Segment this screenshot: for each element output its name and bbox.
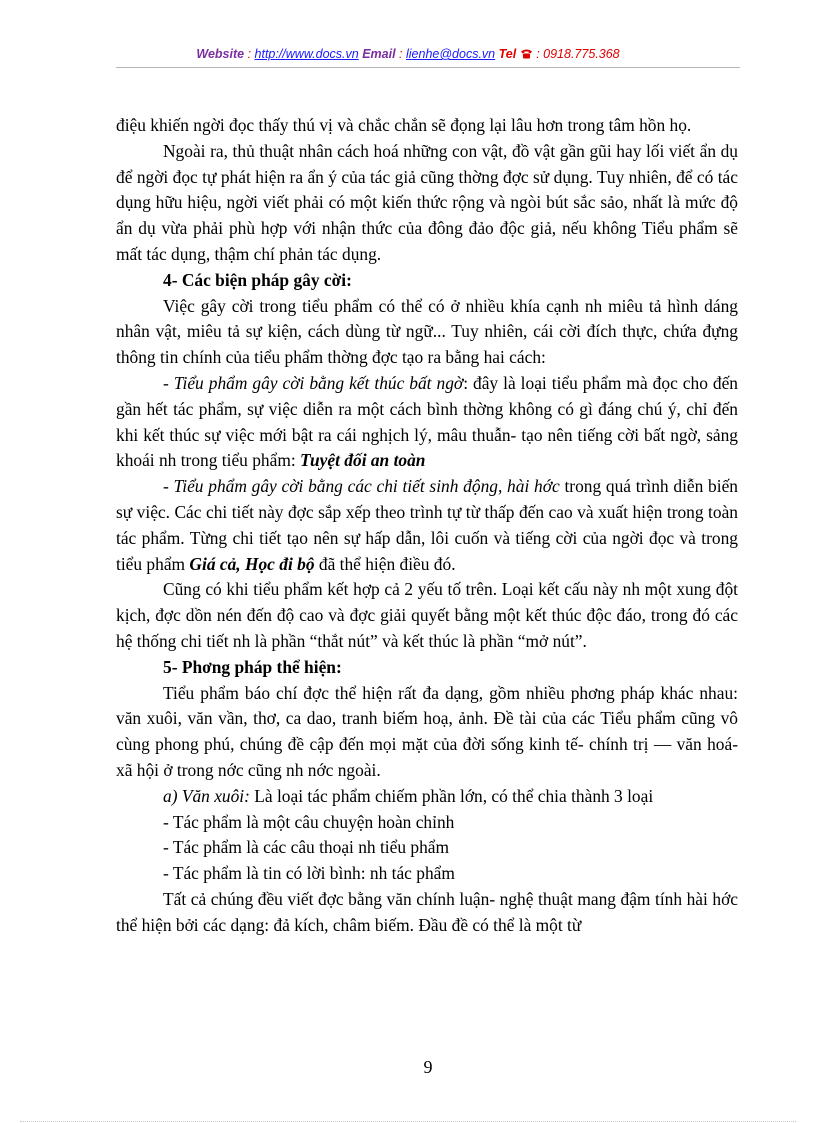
website-link[interactable]: http://www.docs.vn xyxy=(254,47,359,61)
list-item-3: - Tác phẩm là tin có lời bình: nh tác phẩm xyxy=(163,863,455,884)
paragraph-4-emphasis: Tiểu phẩm gây cời bằng kết thúc bất ngờ xyxy=(173,372,464,393)
telephone-icon xyxy=(520,48,533,59)
paragraph-5 xyxy=(116,474,738,577)
header-divider xyxy=(116,67,740,68)
paragraph-7: Tiểu phẩm báo chí đợc thể hiện rất đa dạng, gồm nhiều phơng pháp khác nhau: văn xuôi, văn vần, thơ, ca dao, tranh biếm hoạ, ảnh. Đề tài của các Tiểu phẩm cũng vô cùng phong phú, chúng đề cập đến mọi mặt của đời sống kinh tế- chính trị — văn hoá- xã hội ở trong nớc cũng nh nớc ngoài. xyxy=(116,682,738,780)
paragraph-5-emphasis: Tiểu phẩm gây cời bằng các chi tiết sinh động, hài hớc xyxy=(173,476,560,497)
website-separator: : xyxy=(244,47,255,61)
paragraph-2: Ngoài ra, thủ thuật nhân cách hoá những con vật, đồ vật gần gũi hay lối viết ẩn dụ để ngời đọc tự phát hiện ra ẩn ý của tác giả cũng thờng đợc sử dụng. Tuy nhiên, để có tác dụng hữu hiệu, ngời viết phải có một kiến thức rộng và ngòi bút sắc sảo, nhất là mức độ ẩn dụ vừa phải phù hợp với nhận thức của đông đảo độc giả, nếu không Tiểu phẩm sẽ mất tác dụng, thậm chí phản tác dụng. xyxy=(116,140,738,264)
paragraph-5-end: đã thể hiện điều đó. xyxy=(314,553,456,574)
tel-label: Tel xyxy=(498,47,517,61)
paragraph-4-lead: - xyxy=(163,372,174,393)
paragraph-5-lead: - xyxy=(163,476,174,497)
tel-value: : 0918.775.368 xyxy=(532,47,620,61)
list-item-1: - Tác phẩm là một câu chuyện hoàn chỉnh xyxy=(163,811,455,832)
paragraph-1: điệu khiến ngời đọc thấy thú vị và chắc chắn sẽ đọng lại lâu hơn trong tâm hồn họ. xyxy=(116,115,692,135)
section-heading-4: 4- Các biện pháp gây cời: xyxy=(163,269,352,290)
page-number: 9 xyxy=(423,1057,433,1077)
document-body xyxy=(116,113,738,939)
list-item-2: - Tác phẩm là các câu thoại nh tiểu phẩm xyxy=(163,837,450,858)
paragraph-6: Cũng có khi tiểu phẩm kết hợp cả 2 yếu tố trên. Loại kết cấu này nh một xung đột kịch, đợc dồn nén đến độ cao và đợc giải quyết bằng một kết thúc độc đáo, trong đó các hệ thống chi tiết nh là phần “thắt nút” và kết thúc là phần “mở nút”. xyxy=(116,579,738,651)
paragraph-4 xyxy=(116,371,738,474)
paragraph-5-text: trong quá trình diễn biến sự việc. Các chi tiết này đợc sắp xếp theo trình tự từ thấp đến cao và xuất hiện trong toàn tác phẩm. Từng chi tiết tạo nên sự hấp dẫn, lôi cuốn và tiếng cời của ngời đọc và trong tiểu phẩm xyxy=(116,476,738,574)
website-label: Website xyxy=(196,47,245,61)
paragraph-8-text: Là loại tác phẩm chiếm phần lớn, có thể chia thành 3 loại xyxy=(249,785,654,806)
paragraph-8 xyxy=(116,784,738,810)
email-label: Email xyxy=(362,47,396,61)
paragraph-8-emphasis: a) Văn xuôi: xyxy=(163,785,250,806)
email-link[interactable]: lienhe@docs.vn xyxy=(406,47,496,61)
page-header xyxy=(0,47,816,61)
section-heading-5: 5- Phơng pháp thể hiện: xyxy=(163,656,342,677)
paragraph-5-title: Giá cả, Học đi bộ xyxy=(189,553,315,574)
email-separator: : xyxy=(395,47,406,61)
paragraph-4-title: Tuyệt đối an toàn xyxy=(300,450,426,471)
page-bottom-border xyxy=(20,1121,796,1122)
paragraph-3: Việc gây cời trong tiểu phẩm có thể có ở nhiều khía cạnh nh miêu tả hình dáng nhân vật, miêu tả sự kiện, cách dùng từ ngữ... Tuy nhiên, cái cời đích thực, chứa đựng thông tin chính của tiểu phẩm thờng đợc tạo ra bằng hai cách: xyxy=(116,295,738,368)
paragraph-9: Tất cả chúng đều viết đợc bằng văn chính luận- nghệ thuật mang đậm tính hài hớc thể hiện bởi các dạng: đả kích, châm biếm. Đầu đề có thể là một từ xyxy=(116,888,738,935)
paragraph-4-text: : đây là loại tiểu phẩm mà đọc cho đến gần hết tác phẩm, sự việc diễn ra một cách bình thờng không có gì đáng chú ý, chỉ đến khi kết thúc sự việc mới bật ra cái nghịch lý, mâu thuẫn- tạo nên tiếng cời bất ngờ, sảng khoái nh trong tiểu phẩm: xyxy=(116,372,738,471)
